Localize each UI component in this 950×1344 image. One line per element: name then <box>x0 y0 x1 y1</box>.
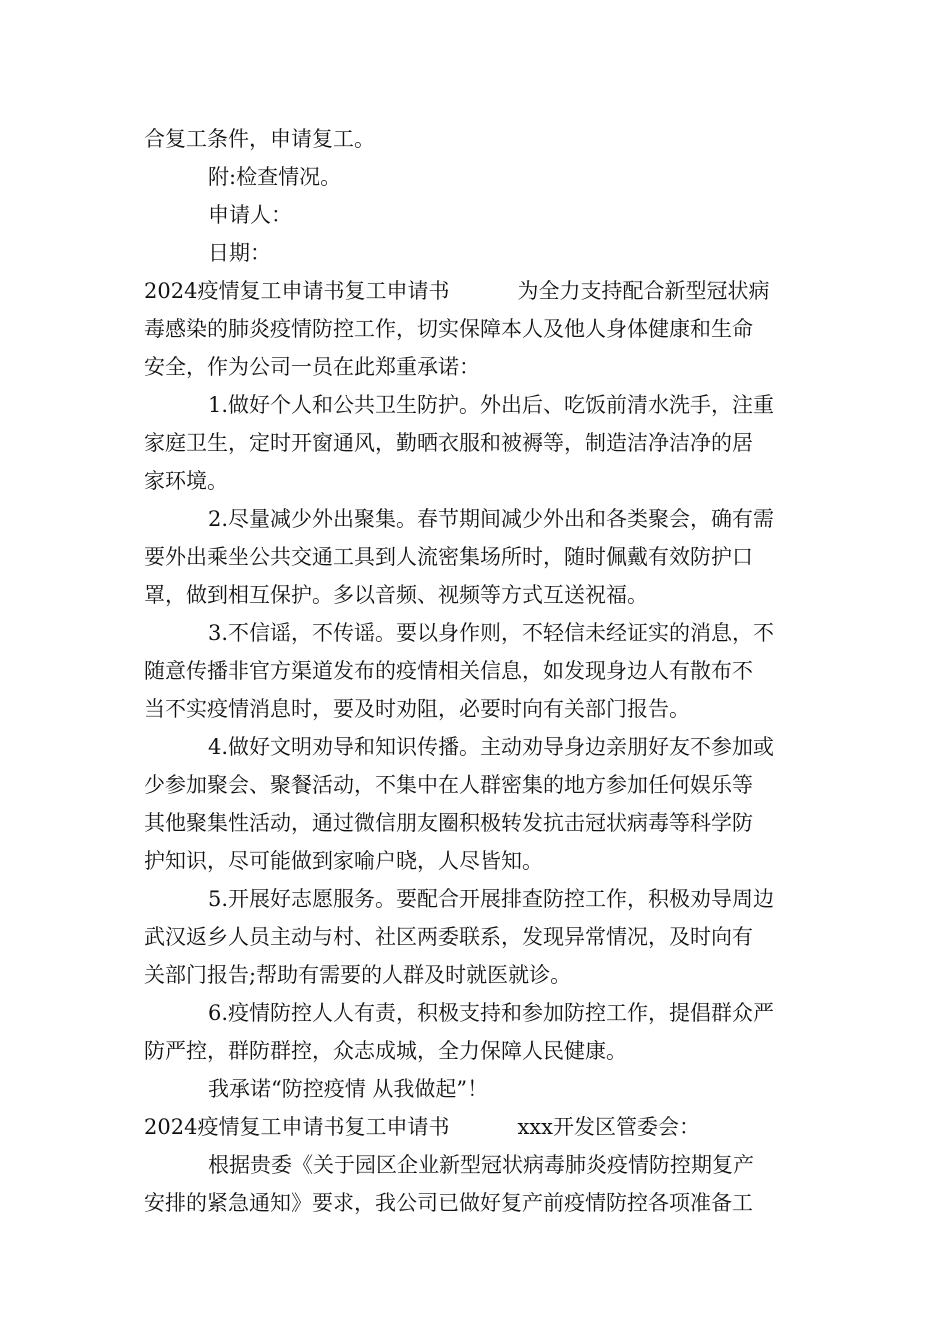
text-line: 其他聚集性活动，通过微信朋友圈积极转发抗击冠状病毒等科学防 <box>144 811 753 835</box>
pledge-item-3: 3.不信谣，不传谣。要以身作则，不轻信未经证实的消息，不 <box>208 621 775 645</box>
section-heading-line <box>144 272 808 310</box>
paragraph-text: 为全力支持配合新型冠状病 <box>517 279 770 303</box>
text-line: 合复工条件，申请复工。 <box>144 127 375 151</box>
pledge-item-2: 2.尽量减少外出聚集。春节期间减少外出和各类聚会，确有需 <box>208 507 775 531</box>
text-line: 护知识，尽可能做到家喻户晓，人尽皆知。 <box>144 849 543 873</box>
text-line: 家环境。 <box>144 469 228 493</box>
text-line: 家庭卫生，定时开窗通风，勤晒衣服和被褥等，制造洁净洁净的居 <box>144 431 753 455</box>
date-line: 日期： <box>208 241 271 265</box>
text-line: 安全，作为公司一员在此郑重承诺： <box>144 355 480 379</box>
text-line: 根据贵委《关于园区企业新型冠状病毒肺炎疫情防控期复产 <box>208 1153 754 1177</box>
text-line: 防严控，群防群控，众志成城，全力保障人民健康。 <box>144 1039 627 1063</box>
text-line: 当不实疫情消息时，要及时劝阻，必要时向有关部门报告。 <box>144 697 690 721</box>
pledge-item-5: 5.开展好志愿服务。要配合开展排查防控工作，积极劝导周边 <box>208 887 775 911</box>
text-line: 要外出乘坐公共交通工具到人流密集场所时，随时佩戴有效防护口 <box>144 545 753 569</box>
pledge-item-6: 6.疫情防控人人有责，积极支持和参加防控工作，提倡群众严 <box>208 1001 775 1025</box>
text-line: 武汉返乡人员主动与村、社区两委联系，发现异常情况，及时向有 <box>144 925 753 949</box>
pledge-item-1: 1.做好个人和公共卫生防护。外出后、吃饭前清水洗手，注重 <box>208 393 775 417</box>
text-line: 安排的紧急通知》要求，我公司已做好复产前疫情防控各项准备工 <box>144 1191 753 1215</box>
section-title: 2024疫情复工申请书复工申请书 <box>144 1115 450 1139</box>
text-line: 罩，做到相互保护。多以音频、视频等方式互送祝福。 <box>144 583 648 607</box>
section-title: 2024疫情复工申请书复工申请书 <box>144 279 450 303</box>
text-line: 毒感染的肺炎疫情防控工作，切实保障本人及他人身体健康和生命 <box>144 317 753 341</box>
addressee: xxx开发区管委会： <box>517 1115 700 1139</box>
applicant-line: 申请人： <box>208 203 292 227</box>
pledge-statement: 我承诺“防控疫情 从我做起”！ <box>208 1077 489 1101</box>
pledge-item-4: 4.做好文明劝导和知识传播。主动劝导身边亲朋好友不参加或 <box>208 735 775 759</box>
text-line: 少参加聚会、聚餐活动，不集中在人群密集的地方参加任何娱乐等 <box>144 773 753 797</box>
section-heading-line <box>144 1108 808 1146</box>
text-line: 随意传播非官方渠道发布的疫情相关信息，如发现身边人有散布不 <box>144 659 753 683</box>
text-line: 关部门报告;帮助有需要的人群及时就医就诊。 <box>144 963 572 987</box>
attachment-line: 附:检查情况。 <box>208 165 342 189</box>
